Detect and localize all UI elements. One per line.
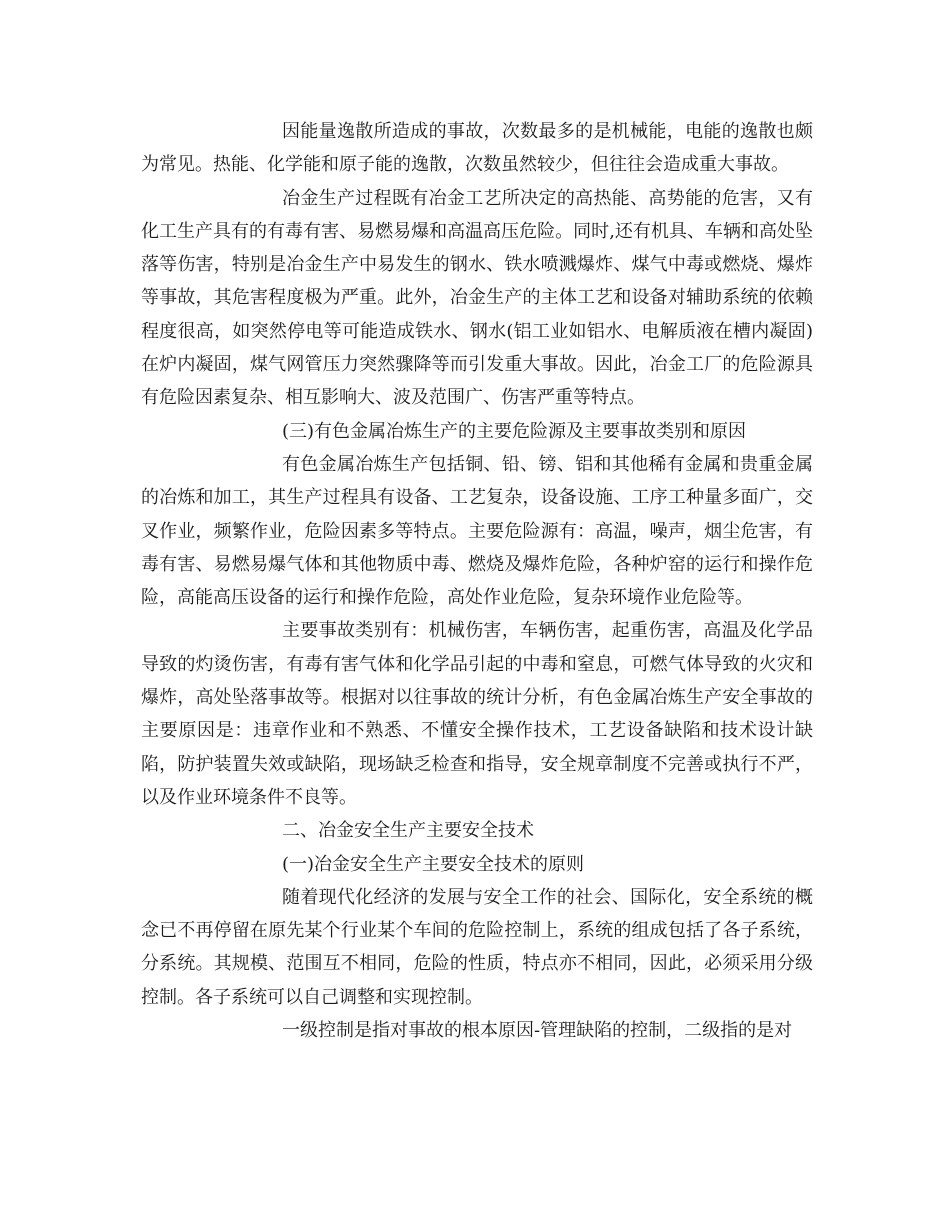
section-heading-safety-technology: 二、冶金安全生产主要安全技术 <box>282 820 534 842</box>
section-heading-safety-principles: (一)冶金安全生产主要安全技术的原则 <box>282 853 585 875</box>
document-body <box>141 115 813 1047</box>
paragraph-system-control: 随着现代化经济的发展与安全工作的社会、国际化，安全系统的概念已不再停留在原先某个行业某个车间的危险控制上，系统的组成包括了各子系统，分系统。其规模、范围互不相同，危险的性质，特点亦不相同，因此，必须采用分级控制。各子系统可以自己调整和实现控制。 <box>141 886 813 1008</box>
paragraph-metallurgy-hazards: 冶金生产过程既有冶金工艺所决定的高热能、高势能的危害，又有化工生产具有的有毒有害、易燃易爆和高温高压危险。同时,还有机具、车辆和高处坠落等伤害，特别是冶金生产中易发生的钢水、铁水喷溅爆炸、煤气中毒或燃烧、爆炸等事故，其危害程度极为严重。此外，冶金生产的主体工艺和设备对辅助系统的依赖程度很高，如突然停电等可能造成铁水、钢水(铝工业如铝水、电解质液在槽内凝固)在炉内凝固，煤气网管压力突然骤降等而引发重大事故。因此，冶金工厂的危险源具有危险因素复杂、相互影响大、波及范围广、伤害严重等特点。 <box>141 187 813 409</box>
paragraph-accident-categories: 主要事故类别有：机械伤害，车辆伤害，起重伤害，高温及化学品导致的灼烫伤害，有毒有害气体和化学品引起的中毒和窒息，可燃气体导致的火灾和爆炸，高处坠落事故等。根据对以往事故的统计分析，有色金属冶炼生产安全事故的主要原因是：违章作业和不熟悉、不懂安全操作技术，工艺设备缺陷和技术设计缺陷，防护装置失效或缺陷，现场缺乏检查和指导，安全规章制度不完善或执行不严，以及作业环境条件不良等。 <box>141 620 813 808</box>
section-heading-nonferrous-hazards: (三)有色金属冶炼生产的主要危险源及主要事故类别和原因 <box>282 420 747 442</box>
paragraph-first-level-control: 一级控制是指对事故的根本原因-管理缺陷的控制，二级指的是对 <box>282 1020 793 1042</box>
paragraph-nonferrous-hazard-sources: 有色金属冶炼生产包括铜、铅、镑、铝和其他稀有金属和贵重金属的冶炼和加工，其生产过程具有设备、工艺复杂，设备设施、工序工种量多面广，交叉作业，频繁作业，危险因素多等特点。主要危险源有：高温，噪声，烟尘危害，有毒有害、易燃易爆气体和其他物质中毒、燃烧及爆炸危险，各种炉窑的运行和操作危险，高能高压设备的运行和操作危险，高处作业危险，复杂环境作业危险等。 <box>141 453 813 609</box>
paragraph-energy-dissipation: 因能量逸散所造成的事故，次数最多的是机械能，电能的逸散也颇为常见。热能、化学能和原子能的逸散，次数虽然较少，但往往会造成重大事故。 <box>141 121 813 176</box>
